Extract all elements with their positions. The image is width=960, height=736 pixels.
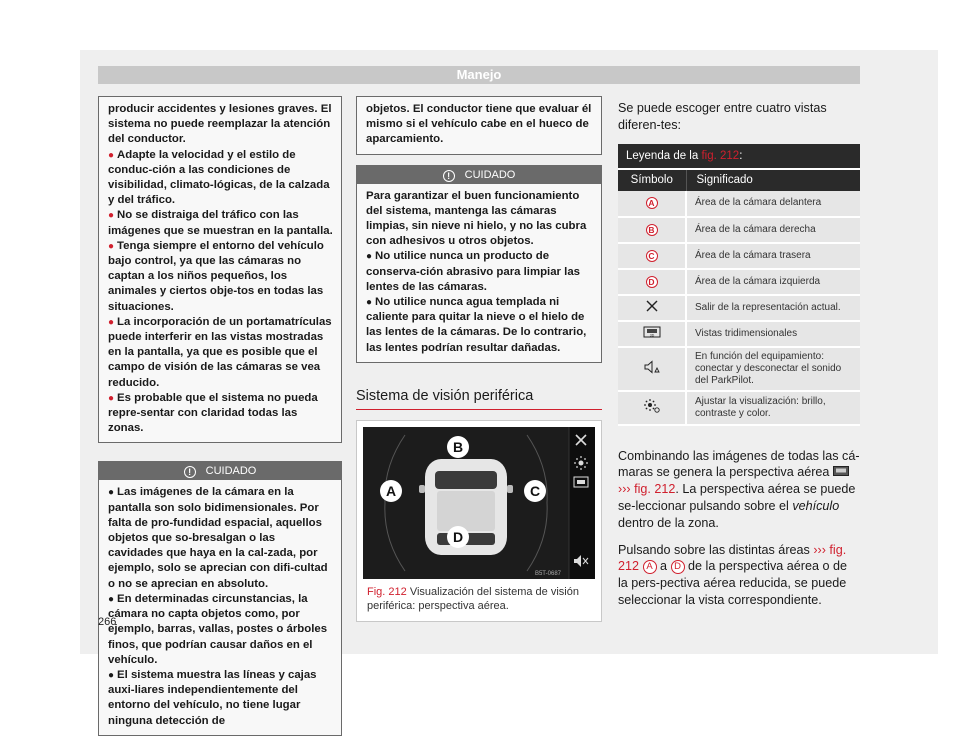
- bullet-icon: ●: [108, 210, 115, 222]
- zone-label-b[interactable]: [447, 436, 469, 458]
- letter-a-icon: A: [646, 197, 658, 209]
- legend-row: [618, 217, 860, 243]
- legend-header-meaning: Significado: [686, 169, 860, 191]
- letter-d-icon: D: [646, 276, 658, 288]
- 3d-view-icon: [833, 464, 849, 481]
- legend-row: [618, 295, 860, 321]
- legend-meaning: Salir de la representación actual.: [686, 295, 860, 321]
- paragraph-zones: Pulsando sobre las distintas áreas ››› fig. 212 A a D de la perspectiva aérea o de la pers-pectiva aérea reducida, se puede seleccionar la vista correspondiente.: [618, 542, 847, 607]
- svg-text:D: D: [452, 528, 464, 545]
- figure-label: Fig. 212: [367, 585, 407, 598]
- column-1: [98, 96, 342, 736]
- legend-meaning: En función del equipamiento: conectar y desconectar el sonido del ParkPilot.: [686, 347, 860, 391]
- caution-bullet: ● Las imágenes de la cámara en la pantalla son solo bidimensionales. Por falta de pro-fundidad espacial, aquellos objetos que so-bresalgan o las cavidades que haya en la cal-zada, por ejemplo, solo se aprecian con difi-cultad o no se aprecian en absoluto.: [108, 486, 328, 590]
- warning-bullet: ● Adapte la velocidad y el estilo de conduc-ción a las condiciones de visibilidad, climato-lógicas, de la calzada y del tráfico.: [108, 148, 330, 207]
- zone-label-d[interactable]: [447, 526, 469, 548]
- legend-caption: Leyenda de la fig. 212:: [618, 144, 860, 169]
- caution-bullet: ● No utilice nunca un producto de conserva-ción abrasivo para limpiar las lentes de las cámaras.: [366, 250, 580, 293]
- caution-header: ! CUIDADO: [357, 166, 601, 184]
- figure-caption-text: Visualización del sistema de visión periférica: perspectiva aérea.: [367, 585, 579, 612]
- section-title: Sistema de visión periférica: [356, 388, 602, 410]
- bullet-icon: ●: [108, 487, 115, 499]
- caution-intro: objetos. El conductor tiene que evaluar él mismo si el vehículo cabe en el hueco de aparcamiento.: [366, 103, 592, 146]
- svg-text:A: A: [385, 482, 397, 499]
- figure-link[interactable]: ››› fig. 212: [618, 482, 676, 497]
- legend-row: [618, 243, 860, 269]
- figure-link[interactable]: fig. 212: [701, 149, 740, 162]
- column-3: [618, 96, 860, 609]
- warning-bullet: ● La incorporación de un portamatrículas puede interferir en las vistas mostradas en la pantalla, ya que es posible que el campo de visión de las cámaras se vea reducido.: [108, 315, 332, 389]
- exclamation-icon: !: [443, 170, 455, 182]
- svg-text:3D: 3D: [649, 333, 654, 338]
- bullet-icon: ●: [366, 251, 373, 263]
- legend-row: [618, 269, 860, 295]
- bullet-icon: ●: [108, 316, 115, 328]
- views-intro: Se puede escoger entre cuatro vistas diferen-tes:: [618, 101, 827, 132]
- figure-link[interactable]: ››› fig. 212: [618, 542, 847, 574]
- warning-bullet: ● No se distraiga del tráfico con las imágenes que se muestran en la pantalla.: [108, 209, 333, 237]
- legend-header-symbol: Símbolo: [618, 169, 686, 191]
- warning-intro: producir accidentes y lesiones graves. El sistema no puede reemplazar la atención del conductor.: [108, 103, 332, 146]
- bullet-icon: ●: [108, 240, 115, 252]
- legend-row: [618, 191, 860, 217]
- caution-box: [356, 165, 602, 363]
- legend-meaning: Área de la cámara delantera: [686, 191, 860, 217]
- surround-view-illustration: [363, 427, 595, 579]
- legend-table: [618, 144, 860, 426]
- column-2: [356, 96, 602, 622]
- letter-c-icon: C: [646, 250, 658, 262]
- caution-bullet: ● No utilice nunca agua templada ni caliente para quitar la nieve o el hielo de las lentes de la cámaras. De lo contrario, las lentes podrían resultar dañadas.: [366, 296, 587, 354]
- svg-text:C: C: [529, 482, 541, 499]
- close-icon: [645, 299, 659, 313]
- bullet-icon: ●: [108, 593, 115, 605]
- figure-212: [356, 420, 602, 622]
- svg-text:B: B: [452, 438, 464, 455]
- legend-meaning: Vistas tridimensionales: [686, 321, 860, 347]
- legend-row: [618, 321, 860, 347]
- legend-meaning: Ajustar la visualización: brillo, contraste y color.: [686, 391, 860, 425]
- bullet-icon: ●: [108, 149, 115, 161]
- legend-meaning: Área de la cámara izquierda: [686, 269, 860, 295]
- paragraph-aerial-view: Combinando las imágenes de todas las cá-maras se genera la perspectiva aérea ››› fig. 212. La perspectiva aérea se puede se-leccionar pulsando sobre el vehículo dentro de la zona.: [618, 448, 860, 530]
- warning-bullet: ● Tenga siempre el entorno del vehículo bajo control, ya que las cámaras no captan a los niños pequeños, los animales y ciertos obje-tos en todas las situaciones.: [108, 239, 324, 313]
- caution-box: [98, 461, 342, 735]
- letter-a-icon: A: [643, 560, 657, 574]
- zone-label-c[interactable]: [524, 480, 546, 502]
- zone-label-a[interactable]: [380, 480, 402, 502]
- 3d-view-icon: [643, 326, 661, 338]
- letter-b-icon: B: [646, 224, 658, 236]
- legend-meaning: Área de la cámara trasera: [686, 243, 860, 269]
- caution-text: Para garantizar el buen funcionamiento del sistema, mantenga las cámaras limpias, sin nieve ni hielo, y no las cubra con adhesivos u otros objetos.: [366, 189, 587, 248]
- legend-row: [618, 391, 860, 425]
- warning-bullet: ● Es probable que el sistema no pueda repre-sentar con claridad todas las zonas.: [108, 391, 318, 435]
- surround-view-image: [363, 427, 595, 579]
- caution-bullet: ● El sistema muestra las líneas y cajas auxi-liares independientemente del entorno del vehículo, no tiene lugar ninguna detección de: [108, 668, 317, 727]
- brightness-icon: [643, 398, 661, 414]
- bullet-icon: ●: [108, 392, 115, 404]
- bullet-icon: ●: [108, 669, 115, 681]
- caution-box-continued: [356, 96, 602, 155]
- caution-bullet: ● En determinadas circunstancias, la cámara no capta objetos como, por ejemplo, barras, vallas, postes o árboles finos, que podrían causar daños en el vehículo.: [108, 592, 328, 666]
- warning-box-continued: [98, 96, 342, 443]
- caution-header: ! CUIDADO: [99, 462, 341, 480]
- figure-caption: [357, 579, 601, 621]
- sound-mute-icon: [643, 360, 661, 374]
- letter-d-icon: D: [671, 560, 685, 574]
- bullet-icon: ●: [366, 297, 373, 309]
- page-header: Manejo: [98, 66, 860, 84]
- exclamation-icon: !: [184, 466, 196, 478]
- page-number: 266: [98, 616, 117, 628]
- legend-row: [618, 347, 860, 391]
- figure-code: B5T-0687: [534, 570, 561, 577]
- legend-meaning: Área de la cámara derecha: [686, 217, 860, 243]
